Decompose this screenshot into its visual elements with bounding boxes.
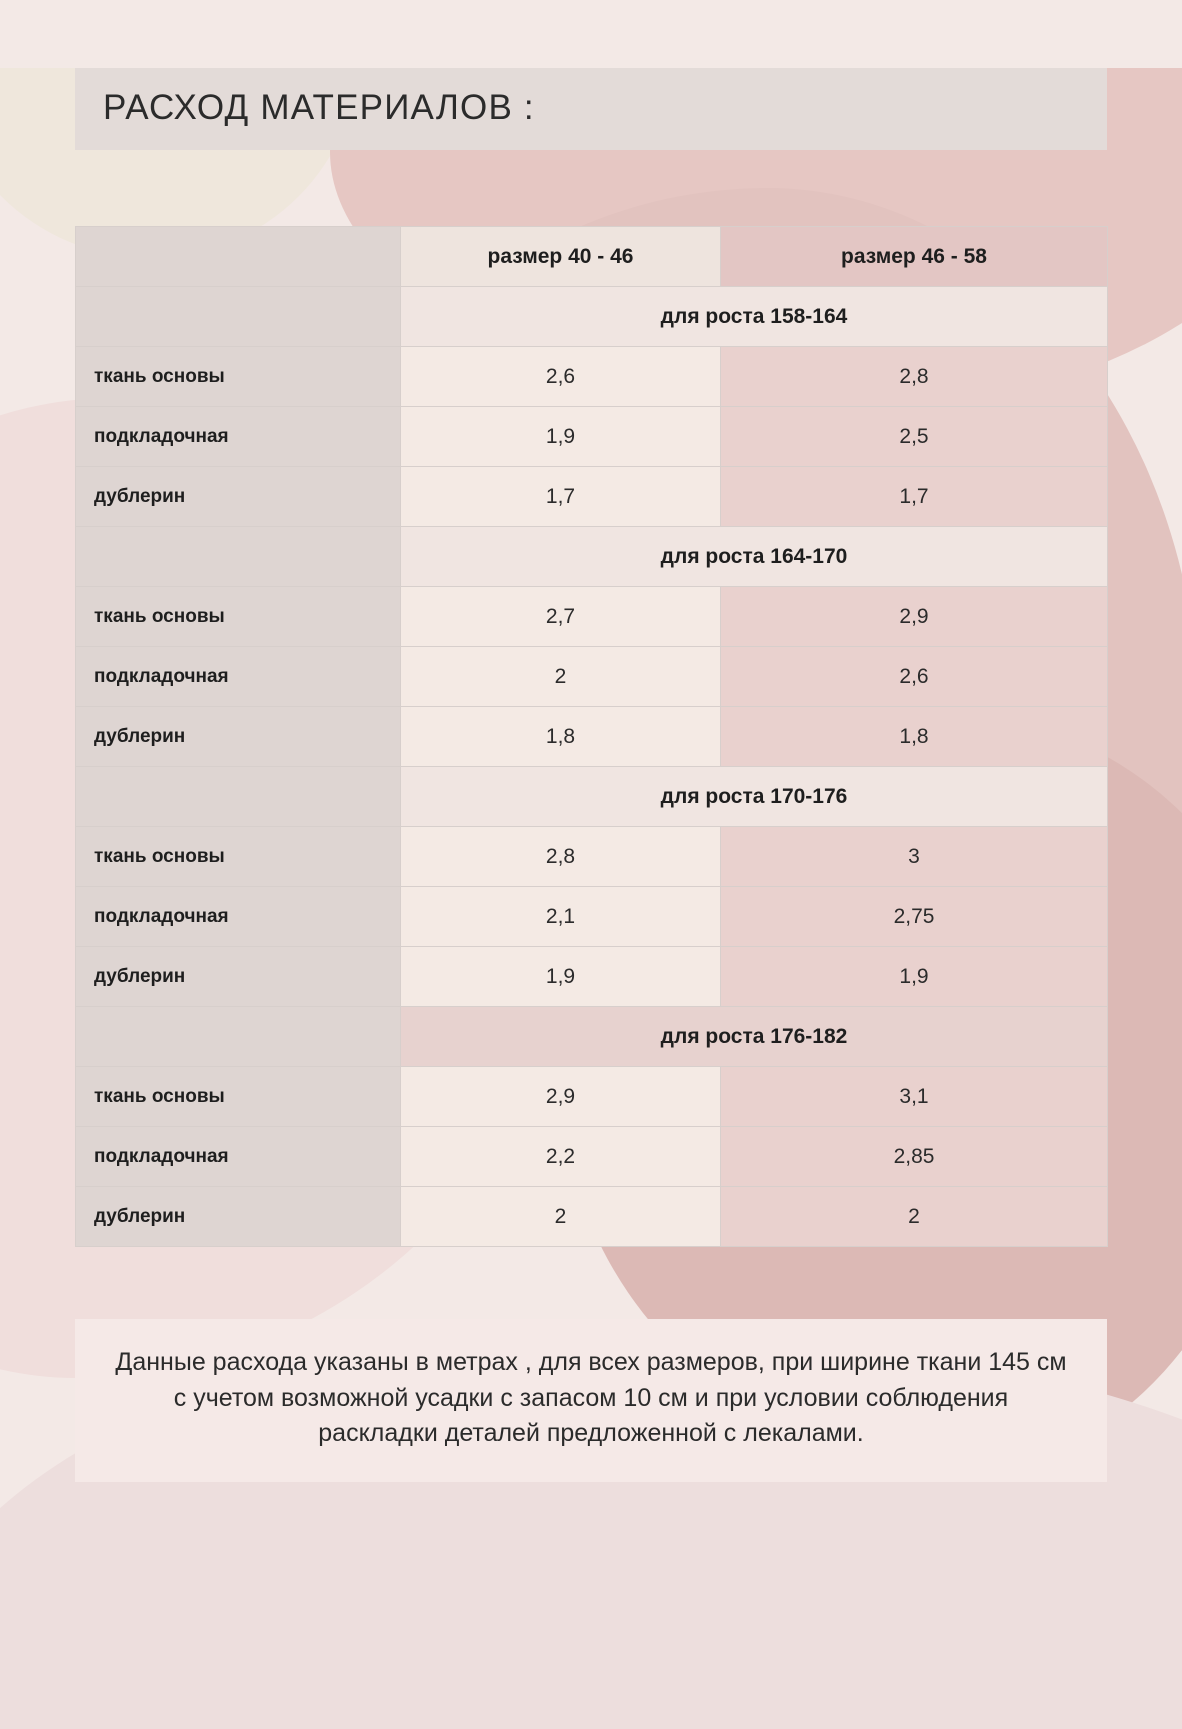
cell-size-46-58: 1,7	[721, 467, 1108, 527]
cell-size-40-46: 2,2	[401, 1127, 721, 1187]
table-group-header-row	[76, 527, 1108, 587]
row-label: дублерин	[76, 1187, 401, 1247]
header-cell-size-40-46: размер 40 - 46	[401, 227, 721, 287]
table-row	[76, 587, 1108, 647]
row-label: подкладочная	[76, 647, 401, 707]
cell-size-40-46: 2,9	[401, 1067, 721, 1127]
cell-size-40-46: 2,1	[401, 887, 721, 947]
material-consumption-table	[75, 226, 1108, 1247]
cell-size-46-58: 1,8	[721, 707, 1108, 767]
group-label-spacer	[76, 767, 401, 827]
footer-note: Данные расхода указаны в метрах , для всех размеров, при ширине ткани 145 см с учетом возможной усадки с запасом 10 см и при условии соблюдения раскладки деталей предложенной с лекалами.	[75, 1319, 1107, 1482]
row-label: ткань основы	[76, 827, 401, 887]
cell-size-46-58: 2,8	[721, 347, 1108, 407]
cell-size-46-58: 3,1	[721, 1067, 1108, 1127]
cell-size-40-46: 1,7	[401, 467, 721, 527]
cell-size-46-58: 2,6	[721, 647, 1108, 707]
cell-size-40-46: 2,6	[401, 347, 721, 407]
cell-size-46-58: 2,75	[721, 887, 1108, 947]
cell-size-46-58: 2,5	[721, 407, 1108, 467]
table-row	[76, 947, 1108, 1007]
row-label: дублерин	[76, 467, 401, 527]
row-label: дублерин	[76, 707, 401, 767]
cell-size-46-58: 2,9	[721, 587, 1108, 647]
row-label: ткань основы	[76, 1067, 401, 1127]
group-title: для роста 170-176	[401, 767, 1108, 827]
cell-size-40-46: 1,9	[401, 947, 721, 1007]
cell-size-40-46: 2	[401, 647, 721, 707]
title-band	[75, 68, 1107, 150]
table-row	[76, 827, 1108, 887]
cell-size-46-58: 2,85	[721, 1127, 1108, 1187]
table-header-row	[76, 227, 1108, 287]
header-cell-size-46-58: размер 46 - 58	[721, 227, 1108, 287]
row-label: подкладочная	[76, 887, 401, 947]
cell-size-46-58: 3	[721, 827, 1108, 887]
table-group-header-row	[76, 1007, 1108, 1067]
row-label: ткань основы	[76, 347, 401, 407]
row-label: дублерин	[76, 947, 401, 1007]
row-label: подкладочная	[76, 407, 401, 467]
table-row	[76, 707, 1108, 767]
cell-size-40-46: 1,8	[401, 707, 721, 767]
cell-size-40-46: 2,8	[401, 827, 721, 887]
group-label-spacer	[76, 1007, 401, 1067]
table-row	[76, 407, 1108, 467]
group-label-spacer	[76, 527, 401, 587]
page-title: РАСХОД МАТЕРИАЛОВ :	[103, 88, 535, 127]
document-page	[0, 68, 1182, 1482]
group-title: для роста 164-170	[401, 527, 1108, 587]
table-row	[76, 1067, 1108, 1127]
cell-size-40-46: 2	[401, 1187, 721, 1247]
row-label: ткань основы	[76, 587, 401, 647]
table-row	[76, 887, 1108, 947]
table-row	[76, 467, 1108, 527]
table-row	[76, 1187, 1108, 1247]
cell-size-40-46: 2,7	[401, 587, 721, 647]
table-group-header-row	[76, 767, 1108, 827]
table-row	[76, 347, 1108, 407]
row-label: подкладочная	[76, 1127, 401, 1187]
table-row	[76, 1127, 1108, 1187]
group-title: для роста 158-164	[401, 287, 1108, 347]
table-row	[76, 647, 1108, 707]
cell-size-40-46: 1,9	[401, 407, 721, 467]
cell-size-46-58: 2	[721, 1187, 1108, 1247]
header-cell-empty	[76, 227, 401, 287]
cell-size-46-58: 1,9	[721, 947, 1108, 1007]
group-label-spacer	[76, 287, 401, 347]
group-title: для роста 176-182	[401, 1007, 1108, 1067]
table-group-header-row	[76, 287, 1108, 347]
